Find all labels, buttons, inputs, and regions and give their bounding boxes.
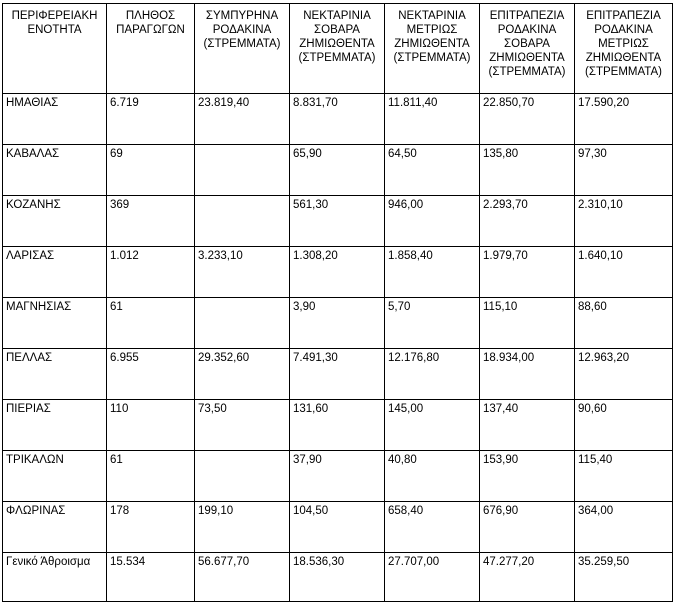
total-cell-producer-count: 15.534 xyxy=(107,553,195,602)
table-body xyxy=(3,94,673,602)
cell-nectarines-moderate: 658,40 xyxy=(385,502,480,553)
cell-nectarines-moderate: 12.176,80 xyxy=(385,349,480,400)
header-line: (ΣΤΡΕΜΜΑΤΑ) xyxy=(585,66,662,78)
total-cell-nectarines-severe: 18.536,30 xyxy=(290,553,385,602)
header-line: ΠΛΗΘΟΣ xyxy=(125,10,176,22)
cell-nectarines-severe: 7.491,30 xyxy=(290,349,385,400)
header-line: ΖΗΜΙΩΘΕΝΤΑ xyxy=(394,38,470,50)
header-nectarines-moderate xyxy=(385,4,480,94)
header-line: ΡΟΔΑΚΙΝΑ xyxy=(212,24,272,36)
cell-regional-unit: ΗΜΑΘΙΑΣ xyxy=(3,94,107,145)
cell-regional-unit: ΦΛΩΡΙΝΑΣ xyxy=(3,502,107,553)
table-header xyxy=(3,4,673,94)
cell-nectarines-severe: 1.308,20 xyxy=(290,247,385,298)
cell-regional-unit: ΚΑΒΑΛΑΣ xyxy=(3,145,107,196)
cell-table-peaches-moderate: 115,40 xyxy=(575,451,673,502)
header-line: ΖΗΜΙΩΘΕΝΤΑ xyxy=(489,52,565,64)
header-line: ΕΠΙΤΡΑΠΕΖΙΑ xyxy=(489,10,565,22)
header-line: (ΣΤΡΕΜΜΑΤΑ) xyxy=(203,38,281,50)
cell-clingstone-peaches xyxy=(195,298,290,349)
header-table-peaches-moderate xyxy=(575,4,673,94)
cell-producer-count: 178 xyxy=(107,502,195,553)
cell-clingstone-peaches: 29.352,60 xyxy=(195,349,290,400)
cell-clingstone-peaches: 73,50 xyxy=(195,400,290,451)
cell-nectarines-moderate: 946,00 xyxy=(385,196,480,247)
table-row xyxy=(3,196,673,247)
cell-table-peaches-severe: 1.979,70 xyxy=(480,247,575,298)
cell-clingstone-peaches xyxy=(195,196,290,247)
header-line: ΖΗΜΙΩΘΕΝΤΑ xyxy=(585,52,662,64)
cell-table-peaches-severe: 137,40 xyxy=(480,400,575,451)
header-regional-unit xyxy=(3,4,107,94)
table-row xyxy=(3,451,673,502)
cell-table-peaches-severe: 676,90 xyxy=(480,502,575,553)
cell-regional-unit: ΠΙΕΡΙΑΣ xyxy=(3,400,107,451)
total-cell-clingstone-peaches: 56.677,70 xyxy=(195,553,290,602)
header-line: (ΣΤΡΕΜΜΑΤΑ) xyxy=(393,52,471,64)
table-row xyxy=(3,400,673,451)
cell-nectarines-moderate: 1.858,40 xyxy=(385,247,480,298)
cell-table-peaches-severe: 115,10 xyxy=(480,298,575,349)
header-line: ΣΟΒΑΡΑ xyxy=(504,38,550,50)
cell-clingstone-peaches: 3.233,10 xyxy=(195,247,290,298)
cell-regional-unit: ΠΕΛΛΑΣ xyxy=(3,349,107,400)
cell-producer-count: 61 xyxy=(107,451,195,502)
cell-table-peaches-severe: 22.850,70 xyxy=(480,94,575,145)
header-line: ΡΟΔΑΚΙΝΑ xyxy=(594,24,653,36)
cell-nectarines-severe: 104,50 xyxy=(290,502,385,553)
header-row xyxy=(3,4,673,94)
table-row xyxy=(3,145,673,196)
cell-producer-count: 69 xyxy=(107,145,195,196)
cell-nectarines-moderate: 5,70 xyxy=(385,298,480,349)
cell-table-peaches-moderate: 1.640,10 xyxy=(575,247,673,298)
cell-nectarines-moderate: 64,50 xyxy=(385,145,480,196)
header-nectarines-severe xyxy=(290,4,385,94)
cell-table-peaches-moderate: 364,00 xyxy=(575,502,673,553)
damage-report-table xyxy=(2,3,673,602)
cell-table-peaches-moderate: 17.590,20 xyxy=(575,94,673,145)
header-line: ΣΥΜΠΥΡΗΝΑ xyxy=(205,10,279,22)
header-table-peaches-severe xyxy=(480,4,575,94)
cell-producer-count: 61 xyxy=(107,298,195,349)
cell-nectarines-moderate: 145,00 xyxy=(385,400,480,451)
header-line: ΖΗΜΙΩΘΕΝΤΑ xyxy=(299,38,375,50)
header-line: ΠΑΡΑΓΩΓΩΝ xyxy=(116,24,185,36)
cell-clingstone-peaches: 199,10 xyxy=(195,502,290,553)
total-cell-regional-unit: Γενικό Άθροισμα xyxy=(3,553,107,602)
cell-table-peaches-severe: 18.934,00 xyxy=(480,349,575,400)
cell-nectarines-severe: 65,90 xyxy=(290,145,385,196)
table-row xyxy=(3,94,673,145)
cell-nectarines-moderate: 11.811,40 xyxy=(385,94,480,145)
cell-table-peaches-severe: 2.293,70 xyxy=(480,196,575,247)
cell-producer-count: 6.955 xyxy=(107,349,195,400)
cell-nectarines-severe: 37,90 xyxy=(290,451,385,502)
header-line: (ΣΤΡΕΜΜΑΤΑ) xyxy=(488,66,566,78)
header-line: ΝΕΚΤΑΡΙΝΙΑ xyxy=(398,10,466,22)
total-cell-nectarines-moderate: 27.707,00 xyxy=(385,553,480,602)
table-row xyxy=(3,247,673,298)
header-line: ΡΟΔΑΚΙΝΑ xyxy=(497,24,557,36)
total-row xyxy=(3,553,673,602)
cell-regional-unit: ΛΑΡΙΣΑΣ xyxy=(3,247,107,298)
cell-table-peaches-moderate: 2.310,10 xyxy=(575,196,673,247)
header-clingstone-peaches xyxy=(195,4,290,94)
header-producer-count xyxy=(107,4,195,94)
cell-clingstone-peaches xyxy=(195,145,290,196)
cell-nectarines-severe: 3,90 xyxy=(290,298,385,349)
cell-regional-unit: ΤΡΙΚΑΛΩΝ xyxy=(3,451,107,502)
header-line: ΣΟΒΑΡΑ xyxy=(314,24,360,36)
cell-table-peaches-moderate: 88,60 xyxy=(575,298,673,349)
cell-nectarines-moderate: 40,80 xyxy=(385,451,480,502)
cell-clingstone-peaches: 23.819,40 xyxy=(195,94,290,145)
cell-producer-count: 369 xyxy=(107,196,195,247)
cell-table-peaches-severe: 153,90 xyxy=(480,451,575,502)
header-line: (ΣΤΡΕΜΜΑΤΑ) xyxy=(298,52,376,64)
cell-producer-count: 6.719 xyxy=(107,94,195,145)
header-line: ΝΕΚΤΑΡΙΝΙΑ xyxy=(303,10,371,22)
cell-regional-unit: ΜΑΓΝΗΣΙΑΣ xyxy=(3,298,107,349)
cell-regional-unit: ΚΟΖΑΝΗΣ xyxy=(3,196,107,247)
cell-producer-count: 1.012 xyxy=(107,247,195,298)
cell-table-peaches-moderate: 97,30 xyxy=(575,145,673,196)
header-line: ΜΕΤΡΙΩΣ xyxy=(598,38,649,50)
cell-table-peaches-moderate: 90,60 xyxy=(575,400,673,451)
total-cell-table-peaches-severe: 47.277,20 xyxy=(480,553,575,602)
cell-table-peaches-severe: 135,80 xyxy=(480,145,575,196)
cell-nectarines-severe: 561,30 xyxy=(290,196,385,247)
cell-nectarines-severe: 131,60 xyxy=(290,400,385,451)
table-row xyxy=(3,349,673,400)
cell-clingstone-peaches xyxy=(195,451,290,502)
total-cell-table-peaches-moderate: 35.259,50 xyxy=(575,553,673,602)
cell-table-peaches-moderate: 12.963,20 xyxy=(575,349,673,400)
header-line: ΕΠΙΤΡΑΠΕΖΙΑ xyxy=(586,10,661,22)
header-line: ΜΕΤΡΙΩΣ xyxy=(406,24,458,36)
header-line: ΠΕΡΙΦΕΡΕΙΑΚΗ xyxy=(11,10,98,22)
table-row xyxy=(3,298,673,349)
cell-nectarines-severe: 8.831,70 xyxy=(290,94,385,145)
cell-producer-count: 110 xyxy=(107,400,195,451)
header-line: ΕΝΟΤΗΤΑ xyxy=(27,24,82,36)
table-row xyxy=(3,502,673,553)
